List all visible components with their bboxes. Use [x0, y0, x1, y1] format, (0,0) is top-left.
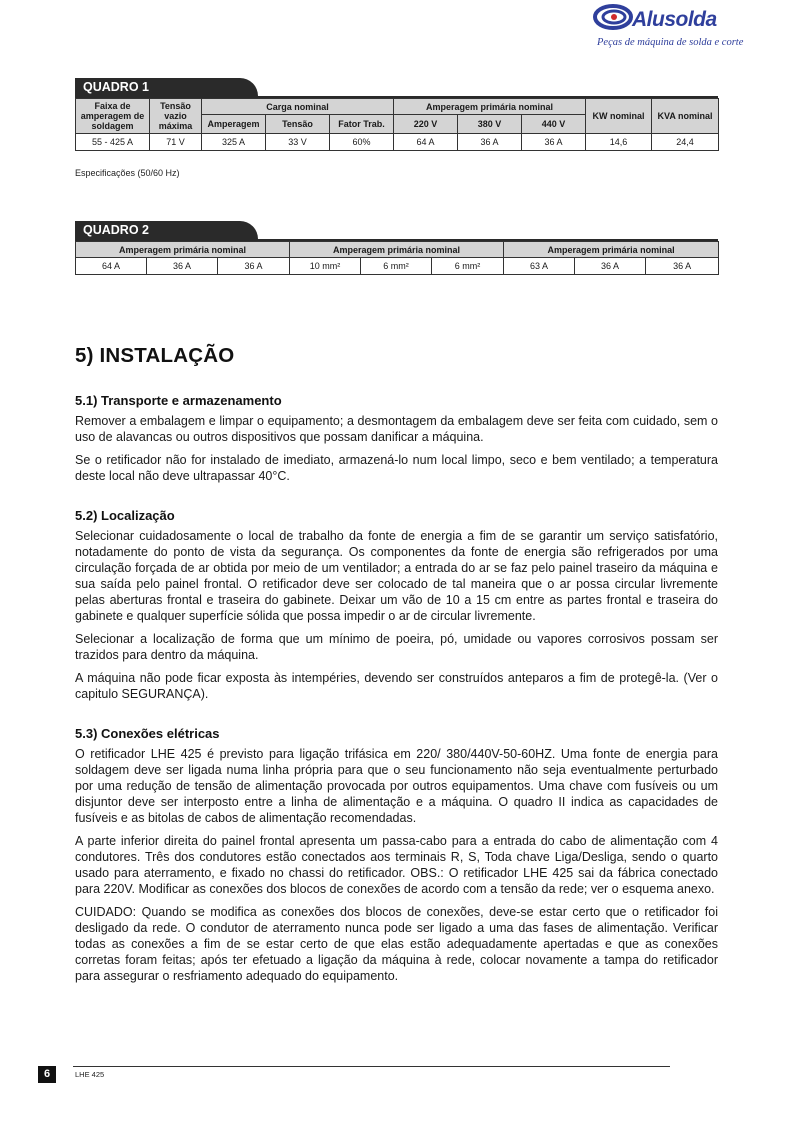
subheader-380: 380 V — [458, 115, 522, 134]
installation-section — [75, 344, 718, 984]
brand-logo — [593, 4, 743, 54]
table-cell: 14,6 — [586, 134, 652, 151]
header-amperagem-primaria-3: Amperagem primária nominal — [504, 242, 719, 258]
paragraph: Remover a embalagem e limpar o equipamento; a desmontagem da embalagem deve ser feita com cuidado, sem o uso de alavancas ou outros dispositivos que possam danificar a máquina. — [75, 414, 718, 444]
quadro-1-title: QUADRO 1 — [75, 78, 258, 96]
header-carga-nominal: Carga nominal — [202, 99, 394, 115]
paragraph: Selecionar a localização de forma que um mínimo de poeira, pó, umidade ou vapores corrosivos possam ser trazidos para dentro da máquina. — [75, 632, 718, 662]
page-number: 6 — [38, 1066, 56, 1083]
quadro-2-table — [75, 241, 719, 275]
table-cell: 6 mm² — [361, 258, 432, 275]
subheader-220: 220 V — [394, 115, 458, 134]
table-cell: 6 mm² — [432, 258, 504, 275]
section-title: 5) INSTALAÇÃO — [75, 344, 235, 367]
table-cell: 325 A — [202, 134, 266, 151]
table-cell: 64 A — [76, 258, 147, 275]
brand-tagline: Peças de máquina de solda e corte — [597, 37, 744, 48]
table-cell: 55 - 425 A — [76, 134, 150, 151]
alusolda-swoosh-icon — [593, 4, 633, 30]
subheader-tensao: Tensão — [266, 115, 330, 134]
table-cell: 24,4 — [652, 134, 719, 151]
header-faixa: Faixa de amperagem de soldagem — [76, 99, 150, 134]
quadro-1 — [75, 78, 718, 151]
subheader-fator: Fator Trab. — [330, 115, 394, 134]
paragraph: O retificador LHE 425 é previsto para ligação trifásica em 220/ 380/440V-50-60HZ. Uma fonte de energia para soldagem deve ser ligada numa linha própria para que o seu funcionamento não seja eventualmente perturbado por uma redução de tensão de alimentação provocada por outros equipamentos. Uma chave com fusíveis ou um disjuntor deve ser interposto entre a linha de alimentação e a máquina. O quadro II indica as capacidades de fusíveis e as bitolas de cabos de alimentação recomendadas. — [75, 747, 718, 825]
paragraph: A parte inferior direita do painel frontal apresenta um passa-cabo para a entrada do cabo de alimentação com 4 condutores. Três dos condutores estão conectados aos terminais R, S, Toda chave Liga/Desliga, sendo o quarto usado para aterramento, e fixado no chassi do retificador. OBS.: O retificador LHE 425 sai da fábrica conectado para 220V. Modificar as conexões dos blocos de conexões de acordo com a tensão da rede; ver o esquema anexo. — [75, 834, 718, 896]
paragraph: CUIDADO: Quando se modifica as conexões dos blocos de conexões, deve-se estar certo que o retificador foi desligado da rede. O condutor de aterramento nunca pode ser ligado a uma das fases de alimentação. Verificar todas as conexões a fim de se estar certo de que elas estão adequadamente apertadas e que as conexões corretas foram feitas; após ter efetuado a ligação da máquina à rede, colocar novamente a tampa do retificador para assegurar o resfriamento adequado do equipamento. — [75, 905, 718, 983]
subsection-heading-location: 5.2) Localização — [75, 508, 175, 523]
footer-rule — [73, 1066, 670, 1067]
header-amperagem-primaria-2: Amperagem primária nominal — [290, 242, 504, 258]
table-cell: 10 mm² — [290, 258, 361, 275]
header-tensao-vazio: Tensão vazio máxima — [150, 99, 202, 134]
table-cell: 36 A — [646, 258, 719, 275]
table-cell: 33 V — [266, 134, 330, 151]
table-cell: 36 A — [522, 134, 586, 151]
brand-wordmark: Alusolda — [632, 8, 717, 31]
quadro-2 — [75, 221, 718, 275]
table-cell: 36 A — [218, 258, 290, 275]
subheader-amperagem: Amperagem — [202, 115, 266, 134]
table-cell: 36 A — [458, 134, 522, 151]
table-row — [76, 258, 719, 275]
table-cell: 36 A — [147, 258, 218, 275]
table-cell: 60% — [330, 134, 394, 151]
table-cell: 64 A — [394, 134, 458, 151]
paragraph: Selecionar cuidadosamente o local de trabalho da fonte de energia a fim de se garantir um serviço satisfatório, notadamente do ponto de vista da segurança. Os componentes da fonte de energia são refrigerados por uma circulação forçada de ar obtida por meio de um ventilador; a entrada do ar se faz pelo painel traseiro da máquina e sua saída pelo painel frontal. O retificador deve ser colocado de tal maneira que o ar possa circular livremente pelas aberturas frontal e traseira do gabinete. Deixar um vão de 10 a 15 cm entre as partes frontal e traseira do gabinete e qualquer superfície sólida que possa impedir o ar de circular livremente. — [75, 529, 718, 623]
header-kw: KW nominal — [586, 99, 652, 134]
table-cell: 63 A — [504, 258, 575, 275]
table-cell: 71 V — [150, 134, 202, 151]
subsection-heading-electrical: 5.3) Conexões elétricas — [75, 726, 220, 741]
header-amperagem-primaria: Amperagem primária nominal — [394, 99, 586, 115]
table-row — [76, 134, 719, 151]
quadro-1-table — [75, 98, 719, 151]
quadro-2-title: QUADRO 2 — [75, 221, 258, 239]
subsection-heading-transport: 5.1) Transporte e armazenamento — [75, 393, 282, 408]
header-amperagem-primaria-1: Amperagem primária nominal — [76, 242, 290, 258]
footer-model: LHE 425 — [75, 1070, 105, 1079]
paragraph: Se o retificador não for instalado de imediato, armazená-lo num local limpo, seco e bem ventilado; a temperatura deste local não deve ultrapassar 40°C. — [75, 453, 718, 483]
header-kva: KVA nominal — [652, 99, 719, 134]
table-cell: 36 A — [575, 258, 646, 275]
paragraph: A máquina não pode ficar exposta às intempéries, devendo ser construídos anteparos a fim de protegê-la. (Ver o capitulo SEGURANÇA). — [75, 671, 718, 701]
spec-note: Especificações (50/60 Hz) — [75, 168, 180, 178]
subheader-440: 440 V — [522, 115, 586, 134]
